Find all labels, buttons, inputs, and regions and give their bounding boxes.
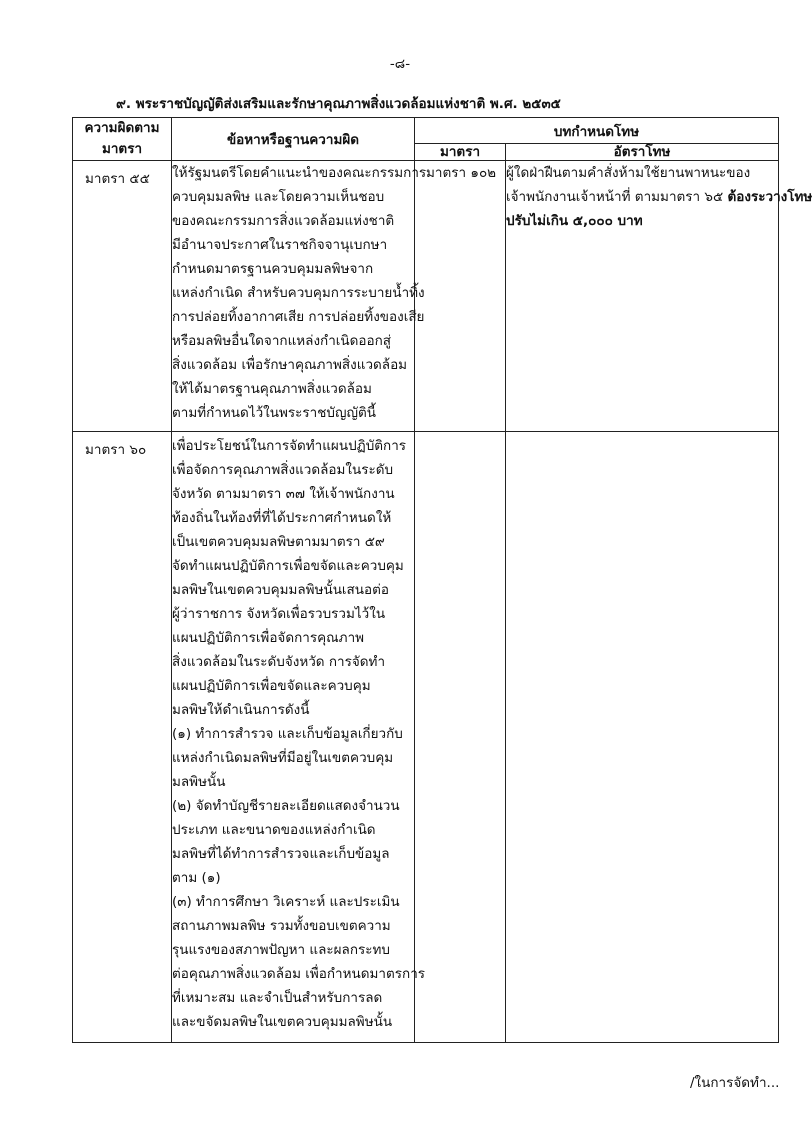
description-line: สถานภาพมลพิษ รวมทั้งขอบเขตความ <box>172 918 391 934</box>
header-description: ข้อหาหรือฐานความผิด <box>172 118 415 161</box>
description-text <box>172 161 427 425</box>
header-penalty-rate: อัตราโทษ <box>506 144 779 161</box>
description-line: มลพิษในเขตควบคุมมลพิษนั้นเสนอต่อ <box>172 582 390 598</box>
offense-section: มาตรา ๕๕ <box>85 171 150 187</box>
description-cell <box>172 161 427 432</box>
description-line: มีอำนาจประกาศในราชกิจจานุเบกษา <box>172 237 388 253</box>
description-line: และขจัดมลพิษในเขตควบคุมมลพิษนั้น <box>172 1014 393 1030</box>
description-line: จัดทำแผนปฏิบัติการเพื่อขจัดและควบคุม <box>172 558 404 574</box>
description-line: มลพิษให้ดำเนินการดังนี้ <box>172 702 310 718</box>
description-line: กำหนดมาตรฐานควบคุมมลพิษจาก <box>172 261 374 277</box>
offense-section: มาตรา ๖๐ <box>85 442 147 458</box>
description-line: ตาม (๑) <box>172 870 221 886</box>
continuation-note: /ในการจัดทำ... <box>690 1075 780 1091</box>
penalty-table <box>72 117 812 1043</box>
description-cell <box>172 432 426 1043</box>
header-penalty-section: มาตรา <box>415 144 506 161</box>
penalty-rate-bold: ต้องระวางโทษ <box>727 189 812 205</box>
description-line: (๓) ทำการศึกษา วิเคราะห์ และประเมิน <box>172 894 400 910</box>
description-line: ของคณะกรรมการสิ่งแวดล้อมแห่งชาติ <box>172 213 395 229</box>
description-line: ผู้ว่าราชการ จังหวัดเพื่อรวบรวมไว้ใน <box>172 606 386 622</box>
penalty-section: มาตรา ๑๐๒ <box>426 165 497 181</box>
description-line: (๑) ทำการสำรวจ และเก็บข้อมูลเกี่ยวกับ <box>172 726 403 742</box>
description-text <box>172 432 426 1034</box>
header-offense-section-line2: มาตรา <box>101 141 143 157</box>
penalty-rate-line <box>506 185 812 209</box>
table-row <box>73 432 779 1043</box>
description-line: ให้รัฐมนตรีโดยคำแนะนำของคณะกรรมการ <box>172 165 427 181</box>
description-line: การปล่อยทิ้งอากาศเสีย การปล่อยทิ้งของเสีย <box>172 309 425 325</box>
description-line: แผนปฏิบัติการเพื่อจัดการคุณภาพ <box>172 630 365 646</box>
description-line: จังหวัด ตามมาตรา ๓๗ ให้เจ้าพนักงาน <box>172 486 395 502</box>
page-number: -๘- <box>389 56 411 72</box>
header-offense-section-line1: ความผิดตาม <box>84 120 160 136</box>
description-line: รุนแรงของสภาพปัญหา และผลกระทบ <box>172 942 390 958</box>
description-line: ท้องถิ่นในท้องที่ที่ได้ประกาศกำหนดให้ <box>172 510 392 526</box>
header-penalty: บทกำหนดโทษ <box>415 118 779 144</box>
description-line: เพื่อประโยชน์ในการจัดทำแผนปฏิบัติการ <box>172 438 407 454</box>
penalty-rate-cell <box>506 161 812 432</box>
description-line: ประเภท และขนาดของแหล่งกำเนิด <box>172 822 376 838</box>
penalty-rate-line: ปรับไม่เกิน ๕,๐๐๐ บาท <box>506 213 643 229</box>
description-line: ตามที่กำหนดไว้ในพระราชบัญญัตินี้ <box>172 405 376 421</box>
penalty-rate-normal: เจ้าพนักงานเจ้าหน้าที่ ตามมาตรา ๖๕ <box>506 189 724 205</box>
offense-section-cell <box>73 432 172 1043</box>
description-line: (๒) จัดทำบัญชีรายละเอียดแสดงจำนวน <box>172 798 400 814</box>
description-line: สิ่งแวดล้อม เพื่อรักษาคุณภาพสิ่งแวดล้อม <box>172 357 408 373</box>
penalty-rate-cell <box>506 432 779 1043</box>
offense-section-cell <box>73 161 172 432</box>
description-line: มลพิษที่ได้ทำการสำรวจและเก็บข้อมูล <box>172 846 390 862</box>
description-line: หรือมลพิษอื่นใดจากแหล่งกำเนิดออกสู่ <box>172 333 392 349</box>
penalty-section-cell <box>415 161 506 432</box>
description-line: ควบคุมมลพิษ และโดยความเห็นชอบ <box>172 189 385 205</box>
description-line: แผนปฏิบัติการเพื่อขจัดและควบคุม <box>172 678 371 694</box>
penalty-section-cell <box>415 432 506 1043</box>
description-line: แหล่งกำเนิดมลพิษที่มีอยู่ในเขตควบคุม <box>172 750 394 766</box>
act-title: ๙. พระราชบัญญัติส่งเสริมและรักษาคุณภาพสิ่งแวดล้อมแห่งชาติ พ.ศ. ๒๕๓๕ <box>116 96 561 112</box>
description-line: แหล่งกำเนิด สำหรับควบคุมการระบายน้ำทิ้ง <box>172 285 425 301</box>
penalty-rate-line: ผู้ใดฝ่าฝืนตามคำสั่งห้ามใช้ยานพาหนะของ <box>506 165 751 181</box>
table-row <box>73 161 779 432</box>
description-line: ที่เหมาะสม และจำเป็นสำหรับการลด <box>172 990 383 1006</box>
description-line: สิ่งแวดล้อมในระดับจังหวัด การจัดทำ <box>172 654 386 670</box>
penalty-rate-text <box>506 161 812 233</box>
description-line: มลพิษนั้น <box>172 774 226 790</box>
header-offense-section <box>73 118 172 161</box>
description-line: เป็นเขตควบคุมมลพิษตามมาตรา ๕๙ <box>172 534 385 550</box>
description-line: เพื่อจัดการคุณภาพสิ่งแวดล้อมในระดับ <box>172 462 394 478</box>
description-line: ให้ได้มาตรฐานคุณภาพสิ่งแวดล้อม <box>172 381 372 397</box>
description-line: ต่อคุณภาพสิ่งแวดล้อม เพื่อกำหนดมาตรการ <box>172 966 426 982</box>
